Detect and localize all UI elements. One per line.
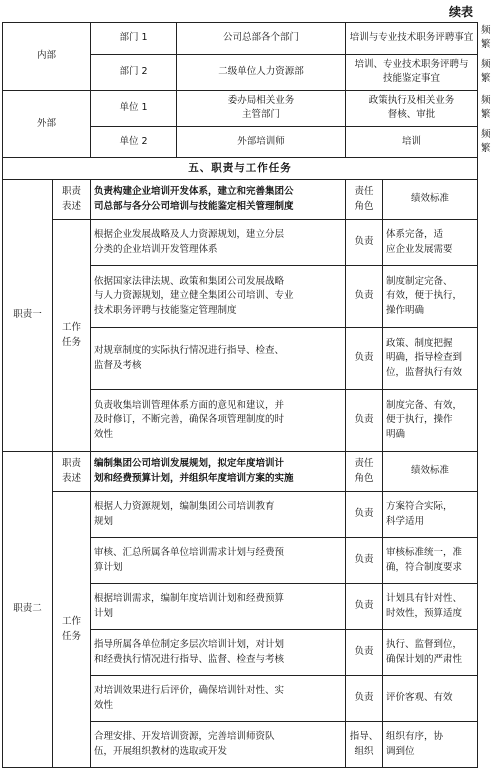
- task-label-line: 任务: [62, 630, 82, 642]
- task-standard-line: 制度完备、有效，: [386, 400, 463, 412]
- task-label: [53, 492, 91, 768]
- relation-frequency-text: 频繁: [481, 128, 491, 154]
- task-role: [346, 630, 383, 676]
- relation-dept: [91, 23, 177, 55]
- role-header-line: 角色: [354, 200, 374, 212]
- task-role-line: 组织: [354, 745, 374, 757]
- task-text: [91, 722, 346, 768]
- duty-name: [3, 452, 53, 768]
- relation-target-line: 主管部门: [242, 109, 281, 120]
- relation-group-label: [3, 90, 91, 158]
- task-role-line: 负责: [354, 600, 374, 612]
- duty-description: [91, 452, 346, 492]
- relation-group-text: 外部: [37, 117, 57, 129]
- relation-content-line: 培训、专业技术职务评聘与: [354, 58, 469, 70]
- relation-content: [346, 90, 478, 126]
- job-spec-table: [2, 22, 491, 768]
- relation-row: [3, 23, 478, 55]
- task-role-line: 负责: [354, 692, 374, 704]
- duty-desc-label-line: 表述: [62, 472, 82, 484]
- task-role-line: 指导、: [349, 731, 379, 743]
- task-text: [91, 390, 346, 452]
- duty-description: [91, 180, 346, 220]
- task-standard-line: 应企业发展需要: [386, 243, 453, 255]
- duty-description-line: 负责构建企业培训开发体系，建立和完善集团公: [94, 186, 294, 198]
- task-standard-line: 方案符合实际，: [386, 501, 453, 513]
- task-standard-line: 执行、监督到位，: [386, 639, 463, 651]
- task-standard: [383, 390, 478, 452]
- task-text-line: 规划: [94, 515, 114, 527]
- task-text-line: 对规章制度的实际执行情况进行指导、检查、: [94, 345, 285, 357]
- duty-desc-label: [53, 180, 91, 220]
- standard-header-text: 绩效标准: [411, 465, 450, 477]
- task-standard-line: 科学适用: [386, 515, 425, 527]
- continued-label: 续表: [448, 5, 473, 19]
- duty-desc-label-line: 表述: [62, 200, 82, 212]
- relation-dept-text: 单位 2: [119, 135, 148, 147]
- task-role-line: 负责: [354, 290, 374, 302]
- task-text: [91, 266, 346, 328]
- task-label-line: 工作: [62, 616, 82, 628]
- task-text-line: 效性: [94, 428, 114, 440]
- relation-target: [177, 23, 346, 55]
- task-standard-line: 制度制定完备、: [386, 276, 453, 288]
- task-text-line: 和经费执行情况进行指导、监督、检查与考核: [94, 653, 285, 665]
- task-text: [91, 492, 346, 538]
- task-standard-line: 操作明确: [386, 304, 425, 316]
- task-role: [346, 220, 383, 266]
- task-standard-line: 评价客观、有效: [386, 692, 453, 704]
- duty-header-row: [3, 180, 478, 220]
- relation-dept-text: 部门 2: [119, 65, 148, 77]
- task-standard: [383, 630, 478, 676]
- relation-dept-text: 单位 1: [119, 101, 148, 113]
- task-text-line: 指导所属各单位制定多层次培训计划，对计划: [94, 639, 285, 651]
- task-text: [91, 538, 346, 584]
- relation-target: [177, 90, 346, 126]
- relation-target-line: 公司总部各个部门: [223, 32, 300, 44]
- duty-name-text: 职责一: [13, 309, 42, 321]
- task-role: [346, 266, 383, 328]
- task-text-line: 伍，开展组织教材的选取或开发: [94, 745, 228, 757]
- relation-content-line: 培训与专业技术职务评聘事宜: [349, 32, 474, 44]
- role-header: [346, 452, 383, 492]
- duty-header-row: [3, 452, 478, 492]
- relation-target-line: 外部培训师: [237, 135, 285, 147]
- task-text-line: 审核、汇总所属各单位培训需求计划与经费预: [94, 547, 285, 559]
- standard-header-text: 绩效标准: [411, 193, 450, 205]
- relation-row: [3, 90, 478, 126]
- relation-dept: [91, 90, 177, 126]
- task-text-line: 计划: [94, 607, 114, 619]
- duty-desc-label-line: 职责: [62, 458, 82, 470]
- task-label: [53, 220, 91, 452]
- duty-desc-label-line: 职责: [62, 186, 82, 198]
- task-standard: [383, 492, 478, 538]
- relation-group-label: [3, 23, 91, 91]
- task-role: [346, 676, 383, 722]
- standard-header: [383, 452, 478, 492]
- task-standard: [383, 328, 478, 390]
- task-text: [91, 676, 346, 722]
- task-standard-line: 审核标准统一，准: [386, 547, 463, 559]
- task-text-line: 监督及考核: [94, 359, 142, 371]
- task-text-line: 依据国家法律法规、政策和集团公司发展战略: [94, 276, 285, 288]
- relation-content: [346, 54, 478, 90]
- relation-content-line: 督核、审批: [387, 109, 436, 120]
- task-text-line: 根据企业发展战略及人力资源规划，建立分层: [94, 229, 285, 241]
- task-label-line: 任务: [62, 336, 82, 348]
- task-row: [3, 492, 478, 538]
- task-standard-line: 组织有序，协: [386, 731, 444, 743]
- task-text-line: 负责收集培训管理体系方面的意见和建议，并: [94, 400, 285, 412]
- relation-target: [177, 54, 346, 90]
- duty-name-text: 职责二: [13, 603, 42, 615]
- task-standard: [383, 584, 478, 630]
- task-role-line: 负责: [354, 414, 374, 426]
- relation-content-line: 培训: [402, 135, 422, 147]
- standard-header: [383, 180, 478, 220]
- task-role: [346, 722, 383, 768]
- task-standard-line: 确保计划的严肃性: [386, 653, 463, 665]
- task-text-line: 合理安排、开发培训资源，完善培训师资队: [94, 731, 275, 743]
- relation-target-line: 二级单位人力资源部: [218, 65, 304, 77]
- task-text: [91, 584, 346, 630]
- relation-frequency-text: 频繁: [481, 94, 491, 120]
- task-standard: [383, 266, 478, 328]
- task-standard-line: 确，符合制度要求: [386, 561, 463, 573]
- duty-description-line: 划和经费预算计划，并组织年度培训方案的实施: [94, 472, 294, 484]
- task-text-line: 根据培训需求，编制年度培训计划和经费预算: [94, 593, 285, 605]
- task-role-line: 负责: [354, 236, 374, 248]
- relation-content: [346, 126, 478, 158]
- relation-content-line: 技能鉴定事宜: [383, 73, 441, 84]
- duty-description-line: 司总部与各分公司培训与技能鉴定相关管理制度: [94, 200, 294, 212]
- task-text: [91, 220, 346, 266]
- task-label-line: 工作: [62, 322, 82, 334]
- task-role-line: 负责: [354, 352, 374, 364]
- duty-desc-label: [53, 452, 91, 492]
- relation-content-line: 政策执行及相关业务: [368, 94, 455, 106]
- task-role: [346, 584, 383, 630]
- section-title: [3, 158, 478, 180]
- task-text: [91, 630, 346, 676]
- relation-content: [346, 23, 478, 55]
- task-standard-line: 调到位: [386, 745, 415, 757]
- task-standard-line: 便于执行，操作: [386, 414, 453, 426]
- role-header-line: 责任: [354, 458, 374, 470]
- task-standard-line: 政策、制度把握: [386, 338, 453, 350]
- duty-name: [3, 180, 53, 452]
- task-standard: [383, 220, 478, 266]
- section-title-text: 五、职责与工作任务: [188, 161, 292, 174]
- task-text-line: 与人力资源规划，建立健全集团公司培训、专业: [94, 290, 294, 302]
- duty-description-line: 编制集团公司培训发展规划，拟定年度培训计: [94, 458, 285, 470]
- task-role: [346, 328, 383, 390]
- relation-frequency-text: 频繁: [481, 25, 491, 51]
- task-standard: [383, 722, 478, 768]
- task-text-line: 技术职务评聘与技能鉴定管理制度: [94, 304, 237, 316]
- task-role-line: 负责: [354, 508, 374, 520]
- role-header-line: 责任: [354, 186, 374, 198]
- task-role: [346, 390, 383, 452]
- task-row: [3, 220, 478, 266]
- task-text-line: 对培训效果进行后评价，确保培训针对性、实: [94, 685, 285, 697]
- task-standard: [383, 538, 478, 584]
- task-standard: [383, 676, 478, 722]
- section-header-row: [3, 158, 478, 180]
- task-standard-line: 体系完备，适: [386, 229, 444, 241]
- role-header-line: 角色: [354, 472, 374, 484]
- task-text-line: 根据人力资源规划，编制集团公司培训教育: [94, 501, 275, 513]
- task-text: [91, 328, 346, 390]
- task-role-line: 负责: [354, 554, 374, 566]
- table-body: [3, 23, 491, 768]
- task-role: [346, 492, 383, 538]
- relation-target: [177, 126, 346, 158]
- task-standard-line: 有效，便于执行，: [386, 290, 463, 302]
- task-text-line: 算计划: [94, 561, 123, 573]
- task-text-line: 及时修订，不断完善，确保各项管理制度的时: [94, 414, 285, 426]
- task-role-line: 负责: [354, 646, 374, 658]
- task-standard-line: 计划具有针对性、: [386, 593, 463, 605]
- task-standard-line: 明确: [386, 428, 406, 440]
- relation-dept-text: 部门 1: [119, 32, 148, 44]
- task-standard-line: 位，监督执行有效: [386, 366, 463, 378]
- task-role: [346, 538, 383, 584]
- task-standard-line: 明确，指导检查到: [386, 352, 463, 364]
- relation-frequency-text: 频繁: [481, 58, 491, 84]
- relation-target-line: 委办局相关业务: [227, 94, 295, 106]
- task-text-line: 分类的企业培训开发管理体系: [94, 243, 218, 255]
- relation-group-text: 内部: [37, 50, 57, 62]
- role-header: [346, 180, 383, 220]
- relation-dept: [91, 126, 177, 158]
- task-standard-line: 时效性，预算适度: [386, 607, 463, 619]
- task-text-line: 效性: [94, 699, 114, 711]
- relation-dept: [91, 54, 177, 90]
